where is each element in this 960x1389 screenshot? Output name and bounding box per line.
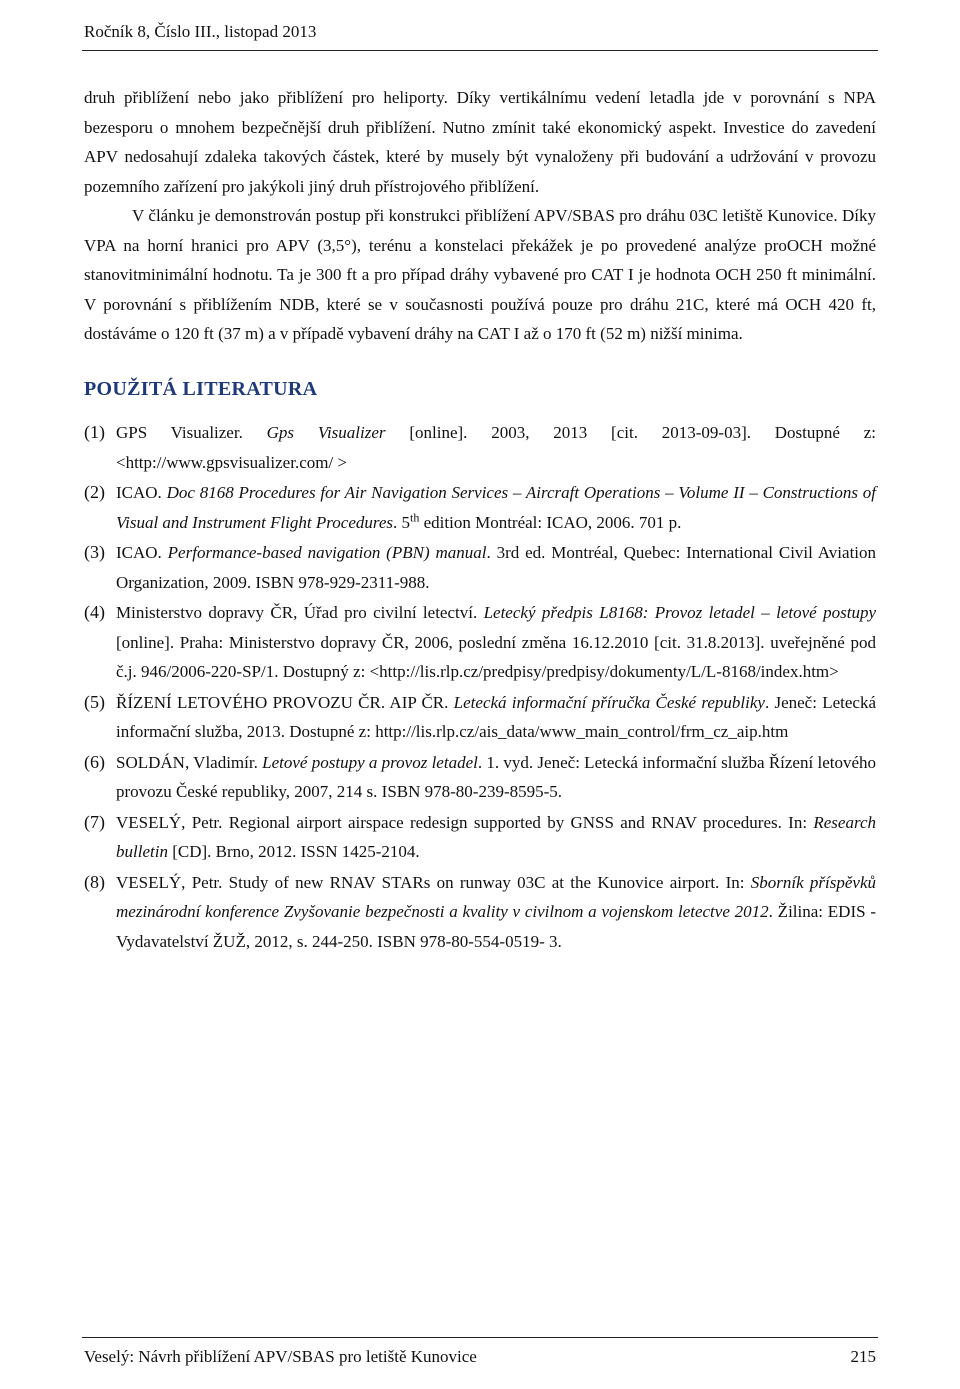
page-number: 215 [850, 1347, 876, 1366]
body-paragraph-2: V článku je demonstrován postup při konstrukci přiblížení APV/SBAS pro dráhu 03C letiště Kunovice. Díky VPA na horní hranici pro APV (3,5°), terénu a konstelaci překážek je po provedené analýze proOCH možné stanovitminimální hodnotu. Ta je 300 ft a pro případ dráhy vybavené pro CAT I je hodnota OCH 250 ft minimální. V porovnání s přiblížením NDB, které se v současnosti používá pouze pro dráhu 21C, které má OCH 420 ft, dostáváme o 120 ft (37 m) a v případě vybavení dráhy na CAT I až o 170 ft (52 m) nižší minima. [84, 206, 876, 343]
reference-item: (2) ICAO. Doc 8168 Procedures for Air Navigation Services – Aircraft Operations – Volume II – Constructions of Visual and Instrument Flight Procedures. 5th edition Montréal: ICAO, 2006. 701 p. [84, 482, 876, 532]
reference-item: (5) ŘÍZENÍ LETOVÉHO PROVOZU ČR. AIP ČR. Letecká informační příručka České republiky. Jeneč: Letecká informační služba, 2013. Dostupné z: http://lis.rlp.cz/ais_data/www_main_control/frm_cz_aip.htm [84, 691, 877, 741]
reference-item: (3) ICAO. Performance-based navigation (PBN) manual. 3rd ed. Montréal, Quebec: International Civil Aviation Organization, 2009. ISBN 978-929-2311-988. [84, 542, 877, 592]
running-head: Ročník 8, Číslo III., listopad 2013 [84, 22, 317, 41]
footer-rule [82, 1337, 878, 1338]
body-paragraph-1: druh přiblížení nebo jako přiblížení pro heliporty. Díky vertikálnímu vedení letadla jde v porovnání s NPA bezesporu o mnohem bezpečnější druh přiblížení. Nutno zmínit také ekonomický aspekt. Investice do zavedení APV nedosahují zdaleka takových částek, které by musely být vynaloženy při budování a udržování v provozu pozemního zařízení pro jakýkoli jiný druh přístrojového přiblížení. [84, 88, 876, 196]
footer-article-title: Veselý: Návrh přiblížení APV/SBAS pro letiště Kunovice [84, 1347, 477, 1366]
reference-item: (1) GPS Visualizer. Gps Visualizer [online]. 2003, 2013 [cit. 2013-09-03]. Dostupné z: <http://www.gpsvisualizer.com/ > [84, 422, 877, 472]
reference-list [84, 418, 876, 956]
reference-item: (6) SOLDÁN, Vladimír. Letové postupy a provoz letadel. 1. vyd. Jeneč: Letecká informační služba Řízení letového provozu České republiky, 2007, 214 s. ISBN 978-80-239-8595-5. [84, 751, 877, 801]
references-heading: POUŽITÁ LITERATURA [84, 377, 318, 400]
reference-item: (8) VESELÝ, Petr. Study of new RNAV STARs on runway 03C at the Kunovice airport. In: Sborník příspěvků mezinárodní konference Zvyšovanie bezpečnosti a kvality v civilnom a vojenskom letectve 2012. Žilina: EDIS - Vydavatelství ŽUŽ, 2012, s. 244-250. ISBN 978-80-554-0519- 3. [84, 871, 877, 951]
page-content [84, 83, 876, 957]
header-rule [82, 50, 878, 51]
reference-item: (7) VESELÝ, Petr. Regional airport airspace redesign supported by GNSS and RNAV procedures. In: Research bulletin [CD]. Brno, 2012. ISSN 1425-2104. [84, 811, 876, 861]
reference-item: (4) Ministerstvo dopravy ČR, Úřad pro civilní letectví. Letecký předpis L8168: Provoz letadel – letové postupy [online]. Praha: Ministerstvo dopravy ČR, 2006, poslední změna 16.12.2010 [cit. 31.8.2013]. uveřejněné pod č.j. 946/2006-220-SP/1. Dostupný z: <http://lis.rlp.cz/predpisy/predpisy/dokumenty/L/L-8168/index.htm> [84, 602, 876, 681]
